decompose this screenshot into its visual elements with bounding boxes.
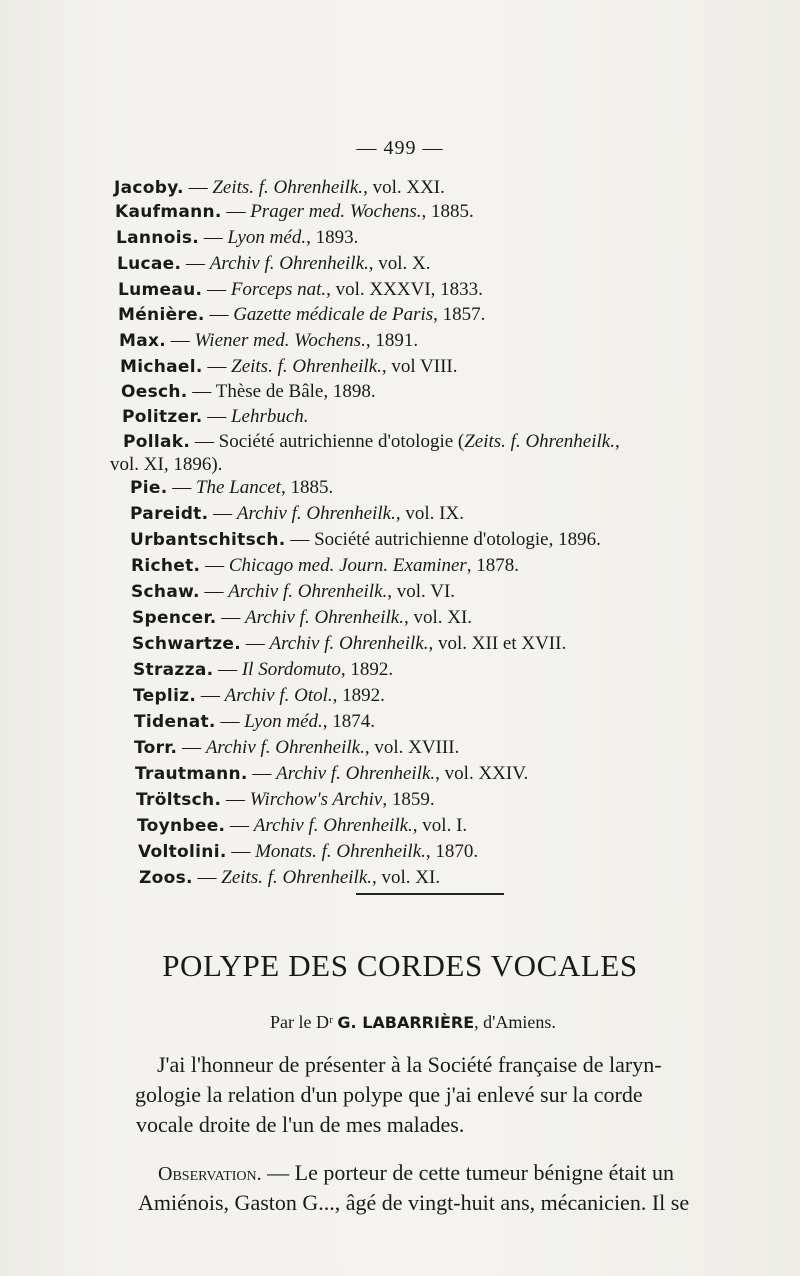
section-divider (356, 893, 504, 895)
source-title: Archiv f. Otol. (224, 685, 333, 706)
author-name: Torr. (134, 738, 178, 758)
reference-entry: Oesch. — Thèse de Bâle, 1898. (121, 381, 376, 402)
author-name: Toynbee. (137, 816, 226, 836)
source-title: Archiv f. Ohrenheilk. (253, 815, 413, 836)
reference-entry: Toynbee. — Archiv f. Ohrenheilk., vol. I. (137, 815, 468, 836)
source-title: Zeits. f. Ohrenheilk. (464, 431, 615, 452)
source-title: Archiv f. Ohrenheilk. (209, 253, 369, 274)
author-name: G. LABARRIÈRE (337, 1013, 475, 1032)
reference-entry: Lucae. — Archiv f. Ohrenheilk., vol. X. (117, 253, 431, 274)
source-title: Archiv f. Ohrenheilk. (269, 633, 429, 654)
observation-label: Observation. (158, 1163, 262, 1185)
source-title: Zeits. f. Ohrenheilk. (221, 867, 373, 888)
source-title: Chicago med. Journ. Examiner (228, 555, 467, 576)
observation-line: Observation. — Le porteur de cette tumeur bénigne était un (158, 1160, 674, 1185)
author-name: Tidenat. (134, 712, 216, 732)
reference-entry: Pollak. — Société autrichienne d'otologie (Zeits. f. Ohrenheilk., (123, 431, 620, 452)
author-name: Lucae. (117, 254, 182, 274)
source-title: Wiener med. Wochens. (194, 330, 366, 351)
author-name: Lumeau. (118, 280, 203, 300)
reference-entry: Lannois. — Lyon méd., 1893. (116, 227, 359, 248)
paragraph-line: vocale droite de l'un de mes malades. (136, 1112, 465, 1137)
reference-entry: Strazza. — Il Sordomuto, 1892. (133, 659, 394, 680)
author-name: Schaw. (131, 582, 200, 602)
author-name: Strazza. (133, 660, 214, 680)
reference-entry: Tidenat. — Lyon méd., 1874. (134, 711, 376, 732)
page-number: — 499 — (356, 137, 444, 159)
source-title: Prager med. Wochens. (250, 201, 422, 222)
reference-entry: Spencer. — Archiv f. Ohrenheilk., vol. XI. (132, 607, 473, 628)
reference-entry: Max. — Wiener med. Wochens., 1891. (119, 330, 419, 351)
paragraph-line: J'ai l'honneur de présenter à la Société française de laryn- (157, 1052, 662, 1077)
author-name: Pollak. (123, 432, 191, 452)
author-name: Jacoby. (114, 178, 184, 198)
author-name: Tepliz. (133, 686, 197, 706)
reference-entry: Trautmann. — Archiv f. Ohrenheilk., vol. XXIV. (135, 763, 529, 784)
source-title: Zeits. f. Ohrenheilk. (212, 177, 364, 198)
reference-entry: Torr. — Archiv f. Ohrenheilk., vol. XVIII. (134, 737, 460, 758)
source-title: Monats. f. Ohrenheilk. (255, 841, 426, 862)
source-title: Wirchow's Archiv (249, 789, 383, 810)
reference-entry: Lumeau. — Forceps nat., vol. XXXVI, 1833. (118, 279, 483, 300)
article-byline: Par le Dʳ G. LABARRIÈRE, d'Amiens. (270, 1012, 556, 1032)
source-title: Archiv f. Ohrenheilk. (236, 503, 396, 524)
paragraph-line: gologie la relation d'un polype que j'ai enlevé sur la corde (135, 1082, 643, 1107)
reference-entry: Kaufmann. — Prager med. Wochens., 1885. (115, 201, 474, 222)
source-title: Archiv f. Ohrenheilk. (228, 581, 388, 602)
reference-entry: Michael. — Zeits. f. Ohrenheilk., vol VIII. (120, 356, 458, 377)
author-name: Politzer. (122, 407, 203, 427)
reference-entry: Pie. — The Lancet, 1885. (130, 477, 334, 498)
source-title: Gazette médicale de Paris (233, 304, 434, 325)
paragraph-line: Amiénois, Gaston G..., âgé de vingt-huit ans, mécanicien. Il se (138, 1190, 690, 1215)
article-title: POLYPE DES CORDES VOCALES (162, 948, 638, 983)
author-name: Schwartze. (132, 634, 241, 654)
author-name: Tröltsch. (136, 790, 222, 810)
reference-continuation: vol. XI, 1896). (110, 454, 223, 475)
reference-entry: Jacoby. — Zeits. f. Ohrenheilk., vol. XXI. (114, 177, 445, 198)
source-title: Lehrbuch. (230, 406, 309, 427)
source-title: The Lancet (195, 477, 281, 498)
reference-entry: Zoos. — Zeits. f. Ohrenheilk., vol. XI. (139, 867, 441, 888)
reference-entry: Ménière. — Gazette médicale de Paris, 1857. (118, 304, 486, 325)
source-title: Archiv f. Ohrenheilk. (205, 737, 365, 758)
author-name: Zoos. (139, 868, 193, 888)
source-title: Archiv f. Ohrenheilk. (276, 763, 436, 784)
reference-entry: Tröltsch. — Wirchow's Archiv, 1859. (136, 789, 435, 810)
source-title: Archiv f. Ohrenheilk. (244, 607, 404, 628)
reference-entry: Schwartze. — Archiv f. Ohrenheilk., vol. XII et XVII. (132, 633, 567, 654)
source-title: Zeits. f. Ohrenheilk. (231, 356, 382, 377)
author-name: Oesch. (121, 382, 188, 402)
reference-entry: Richet. — Chicago med. Journ. Examiner, 1878. (131, 555, 520, 576)
author-name: Michael. (120, 357, 203, 377)
author-name: Pareidt. (130, 504, 209, 524)
author-name: Trautmann. (135, 764, 248, 784)
author-name: Max. (119, 331, 167, 351)
source-title: Lyon méd. (227, 227, 307, 248)
reference-entry: Urbantschitsch. — Société autrichienne d'otologie, 1896. (130, 529, 601, 550)
source-title: Il Sordomuto (241, 659, 341, 680)
author-name: Urbantschitsch. (130, 530, 286, 550)
source-title: Lyon méd. (244, 711, 323, 732)
author-name: Pie. (130, 478, 168, 498)
reference-entry: Tepliz. — Archiv f. Otol., 1892. (133, 685, 385, 706)
author-name: Spencer. (132, 608, 217, 628)
reference-entry: Politzer. — Lehrbuch. (122, 406, 309, 427)
author-name: Ménière. (118, 305, 205, 325)
author-name: Richet. (131, 556, 201, 576)
reference-entry: Pareidt. — Archiv f. Ohrenheilk., vol. IX. (130, 503, 464, 524)
reference-entry: Schaw. — Archiv f. Ohrenheilk., vol. VI. (131, 581, 456, 602)
reference-entry: Voltolini. — Monats. f. Ohrenheilk., 1870. (138, 841, 479, 862)
author-name: Lannois. (116, 228, 199, 248)
source-title: Forceps nat. (230, 279, 327, 300)
author-name: Kaufmann. (115, 202, 222, 222)
author-name: Voltolini. (138, 842, 227, 862)
